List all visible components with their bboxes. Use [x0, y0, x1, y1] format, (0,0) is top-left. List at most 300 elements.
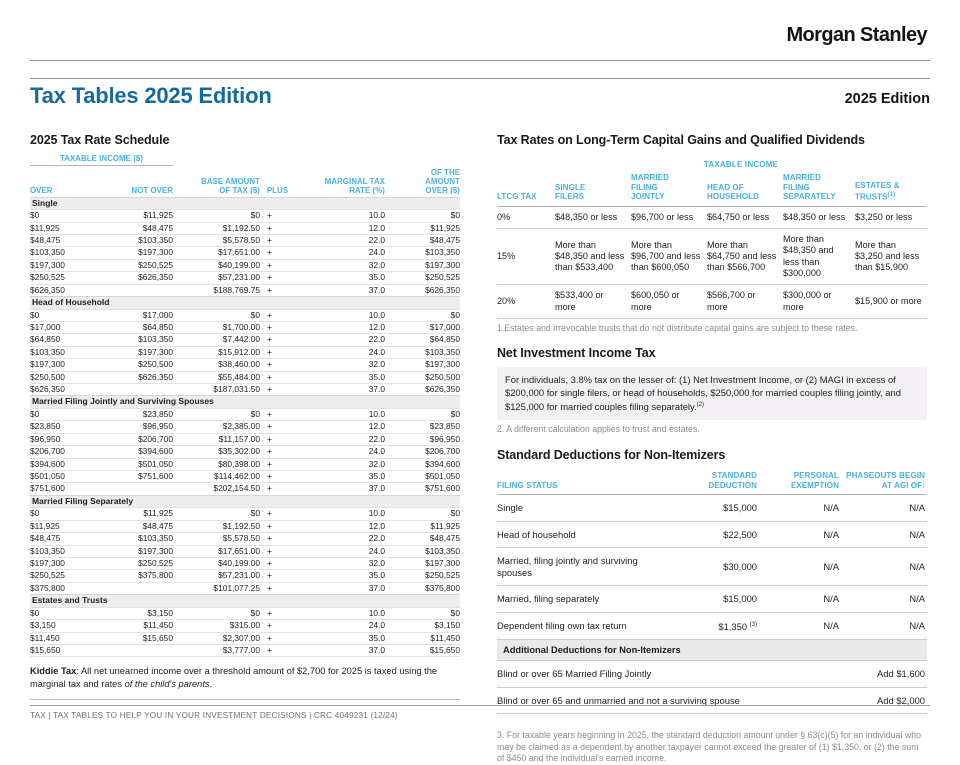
- ltcg-group-row: [497, 154, 927, 171]
- ltcg-cell: $96,700 or less: [631, 206, 707, 228]
- deduction-amount-cell: [665, 495, 757, 522]
- column-header-base-amount-text: BASE AMOUNT OF TAX ($): [201, 176, 260, 195]
- niit-footnote-marker: (2): [696, 401, 704, 408]
- rate-cell: $375,800: [102, 570, 173, 582]
- rate-cell: $197,300: [30, 259, 102, 271]
- rate-cell: $64,850: [102, 321, 173, 333]
- deduction-exemption-cell: N/A: [757, 612, 839, 640]
- rate-cell: $64,850: [30, 334, 102, 346]
- deduction-status-cell: Married, filing separately: [497, 586, 665, 613]
- rate-cell: $394,600: [102, 446, 173, 458]
- content-columns: [30, 133, 927, 765]
- rate-cell: $187,031.50: [173, 383, 260, 395]
- rate-cell: $5,578.50: [173, 533, 260, 545]
- rate-cell: 10.0: [300, 607, 385, 619]
- rate-cell: $250,525: [30, 272, 102, 284]
- rate-cell: 32.0: [300, 259, 385, 271]
- deduction-exemption-cell: N/A: [757, 521, 839, 548]
- rate-cell: $250,525: [30, 570, 102, 582]
- rate-cell: 10.0: [300, 210, 385, 222]
- deduction-amount-cell: [665, 586, 757, 613]
- rate-cell: $15,650: [30, 645, 102, 657]
- rate-cell: $197,300: [102, 545, 173, 557]
- rate-cell: [102, 582, 173, 594]
- rate-row: [30, 371, 460, 383]
- rate-row: [30, 471, 460, 483]
- rate-cell: $375,800: [30, 582, 102, 594]
- rate-cell: $103,350: [102, 334, 173, 346]
- left-column: [30, 133, 460, 765]
- deduction-row: [497, 495, 927, 522]
- rate-cell: $48,475: [30, 533, 102, 545]
- rate-cell: $103,350: [102, 533, 173, 545]
- ltcg-cell: $566,700 or more: [707, 285, 783, 319]
- rate-cell: +: [260, 446, 300, 458]
- rate-cell: +: [260, 371, 300, 383]
- rate-cell: $0: [173, 607, 260, 619]
- deduction-phaseout-cell: N/A: [839, 586, 927, 613]
- rate-cell: $3,150: [30, 620, 102, 632]
- rate-cell: $0: [173, 508, 260, 520]
- rate-cell: +: [260, 247, 300, 259]
- rate-cell: $0: [30, 210, 102, 222]
- rate-cell: $11,925: [30, 520, 102, 532]
- rate-cell: $114,462.00: [173, 471, 260, 483]
- deductions-column-header-personal: [757, 469, 839, 495]
- rate-cell: $5,578.50: [173, 234, 260, 246]
- rate-cell: $0: [385, 508, 460, 520]
- additional-deduction-label: Blind or over 65 and unmarried and not a surviving spouse: [497, 687, 839, 714]
- ltcg-row: [497, 206, 927, 228]
- rate-cell: $626,350: [102, 272, 173, 284]
- rate-cell: +: [260, 408, 300, 420]
- additional-deduction-row: [497, 661, 927, 688]
- rate-cell: $315.00: [173, 620, 260, 632]
- rate-cell: +: [260, 272, 300, 284]
- rate-cell: $57,231.00: [173, 272, 260, 284]
- column-header-amount-over-text: OF THE AMOUNT OVER ($): [425, 167, 460, 195]
- title-bar: [30, 83, 930, 109]
- rate-cell: $17,651.00: [173, 545, 260, 557]
- rate-cell: +: [260, 346, 300, 358]
- rate-cell: $188,769.75: [173, 284, 260, 296]
- rate-schedule-tbody: [30, 197, 460, 657]
- rate-row: [30, 446, 460, 458]
- deduction-exemption-cell: N/A: [757, 495, 839, 522]
- rate-cell: +: [260, 321, 300, 333]
- rate-cell: $0: [385, 309, 460, 321]
- rate-cell: $3,150: [102, 607, 173, 619]
- taxable-income-group-row: [30, 154, 460, 166]
- rate-cell: $1,700.00: [173, 321, 260, 333]
- column-header-over: OVER: [30, 185, 53, 195]
- rate-cell: $0: [385, 210, 460, 222]
- rate-cell: $96,950: [30, 433, 102, 445]
- rate-cell: $11,925: [102, 210, 173, 222]
- morgan-stanley-logo: Morgan Stanley: [786, 24, 927, 46]
- rate-cell: $250,500: [102, 359, 173, 371]
- deductions-column-header-personal-text: PERSONAL EXEMPTION: [790, 470, 839, 490]
- ltcg-cell: $64,750 or less: [707, 206, 783, 228]
- section-header-row: [30, 396, 460, 409]
- rate-cell: 22.0: [300, 433, 385, 445]
- column-header-plus: PLUS: [267, 185, 289, 195]
- kiddie-tax-text: : All net unearned income over a threshold amount of $2,700 for 2025 is taxed using the marginal tax and rates: [30, 666, 438, 690]
- rate-cell: 37.0: [300, 645, 385, 657]
- ltcg-cell: $48,350 or less: [555, 206, 631, 228]
- rate-cell: 35.0: [300, 570, 385, 582]
- rate-cell: $103,350: [30, 346, 102, 358]
- rate-cell: +: [260, 508, 300, 520]
- deduction-phaseout-cell: N/A: [839, 495, 927, 522]
- rate-row: [30, 458, 460, 470]
- rate-cell: $197,300: [385, 359, 460, 371]
- ltcg-column-header-single-text: SINGLE FILERS: [555, 182, 586, 202]
- kiddie-tax-italic: of the child's parents: [124, 679, 210, 690]
- rate-cell: 32.0: [300, 359, 385, 371]
- ltcg-footnote-marker: (1): [887, 191, 896, 198]
- rate-cell: $17,651.00: [173, 247, 260, 259]
- kiddie-tax-note: [30, 660, 460, 700]
- niit-title: Net Investment Income Tax: [497, 345, 656, 360]
- ltcg-row: [497, 285, 927, 319]
- rate-cell: 24.0: [300, 545, 385, 557]
- rate-cell: $250,500: [30, 371, 102, 383]
- ltcg-estates-label: ESTATES & TRUSTS: [855, 180, 900, 202]
- rate-row: [30, 582, 460, 594]
- rate-cell: 32.0: [300, 558, 385, 570]
- ltcg-cell: $3,250 or less: [855, 206, 927, 228]
- rate-cell: $626,350: [102, 371, 173, 383]
- rate-row: [30, 508, 460, 520]
- rate-cell: $0: [385, 607, 460, 619]
- rate-cell: $197,300: [102, 346, 173, 358]
- rate-row: [30, 284, 460, 296]
- rate-row: [30, 234, 460, 246]
- footnote-2: 2. A different calculation applies to trust and estates.: [497, 423, 700, 434]
- rate-cell: $23,850: [102, 408, 173, 420]
- rate-cell: $96,950: [385, 433, 460, 445]
- rate-row: [30, 483, 460, 495]
- ltcg-taxable-income-header: TAXABLE INCOME: [703, 160, 779, 169]
- ltcg-cell: 20%: [497, 285, 555, 319]
- deduction-status-cell: Single: [497, 495, 665, 522]
- rate-cell: +: [260, 421, 300, 433]
- rate-cell: +: [260, 210, 300, 222]
- rate-cell: $0: [173, 210, 260, 222]
- rate-cell: +: [260, 222, 300, 234]
- deduction-amount-text: $1,350: [718, 620, 748, 632]
- rate-cell: 37.0: [300, 284, 385, 296]
- rate-cell: $197,300: [385, 259, 460, 271]
- ltcg-tbody: [497, 206, 927, 318]
- rate-cell: $250,500: [385, 371, 460, 383]
- footnote-3: 3. For taxable years beginning in 2025, the standard deduction amount under § 63(c)(5) for an individual who may be claimed as a dependent by another taxpayer cannot exceed the greater of (1) $1,350, or (2) the sum of $450 and the individual's earned income.: [497, 730, 921, 764]
- rate-cell: +: [260, 645, 300, 657]
- rate-cell: +: [260, 309, 300, 321]
- rate-cell: $11,450: [102, 620, 173, 632]
- rate-cell: $206,700: [102, 433, 173, 445]
- rate-schedule-table: [30, 154, 460, 657]
- rate-cell: $103,350: [385, 247, 460, 259]
- deduction-footnote-marker: (3): [749, 621, 757, 628]
- deduction-amount-cell: [665, 548, 757, 586]
- rate-cell: [102, 645, 173, 657]
- niit-box: [497, 367, 927, 420]
- rate-cell: $7,442.00: [173, 334, 260, 346]
- rate-cell: $15,650: [102, 632, 173, 644]
- rate-cell: $501,050: [385, 471, 460, 483]
- rate-cell: $751,600: [385, 483, 460, 495]
- section-title: Estates and Trusts: [30, 595, 460, 608]
- rate-cell: $48,475: [385, 234, 460, 246]
- rate-cell: 22.0: [300, 334, 385, 346]
- rate-cell: $3,777.00: [173, 645, 260, 657]
- rate-cell: +: [260, 520, 300, 532]
- rate-row: [30, 533, 460, 545]
- deductions-column-header-standard: [665, 469, 757, 495]
- rate-schedule-header-row: [30, 166, 460, 198]
- rate-row: [30, 433, 460, 445]
- rate-cell: 37.0: [300, 483, 385, 495]
- ltcg-column-header-single: [555, 171, 631, 206]
- ltcg-column-header-hoh: [707, 171, 783, 206]
- additional-deductions-tbody: [497, 640, 927, 714]
- rate-cell: $48,475: [102, 520, 173, 532]
- rate-cell: $48,475: [102, 222, 173, 234]
- rate-row: [30, 607, 460, 619]
- rate-row: [30, 383, 460, 395]
- rate-cell: $48,475: [30, 234, 102, 246]
- header-rule-bottom: [30, 78, 930, 79]
- deductions-header-row: [497, 469, 927, 495]
- rate-cell: $64,850: [385, 334, 460, 346]
- rate-cell: $17,000: [385, 321, 460, 333]
- rate-cell: $394,600: [385, 458, 460, 470]
- ltcg-column-header-mfj-text: MARRIED FILING JOINTLY: [631, 173, 670, 202]
- ltcg-row: [497, 229, 927, 285]
- ltcg-column-header-tax: LTCG TAX: [497, 171, 555, 206]
- rate-row: [30, 570, 460, 582]
- rate-cell: 12.0: [300, 421, 385, 433]
- section-title: Married Filing Separately: [30, 495, 460, 508]
- ltcg-cell: 0%: [497, 206, 555, 228]
- deduction-amount-text: $15,000: [723, 502, 757, 514]
- deduction-amount-text: $22,500: [723, 528, 757, 540]
- rate-cell: 10.0: [300, 508, 385, 520]
- rate-cell: $23,850: [385, 421, 460, 433]
- deductions-column-header-standard-text: STANDARD DEDUCTION: [708, 470, 757, 490]
- rate-cell: $0: [30, 508, 102, 520]
- rate-row: [30, 558, 460, 570]
- rate-cell: $206,700: [30, 446, 102, 458]
- rate-cell: $11,925: [102, 508, 173, 520]
- rate-cell: 22.0: [300, 533, 385, 545]
- ltcg-column-header-estates-text: [855, 181, 915, 202]
- rate-cell: +: [260, 433, 300, 445]
- rate-cell: +: [260, 558, 300, 570]
- deduction-row: [497, 521, 927, 548]
- rate-cell: 37.0: [300, 383, 385, 395]
- taxable-income-group-header: TAXABLE INCOME ($): [30, 154, 173, 166]
- column-header-not-over: NOT OVER: [131, 185, 173, 195]
- rate-cell: $0: [30, 309, 102, 321]
- column-header-amount-over: [385, 166, 460, 198]
- rate-cell: $57,231.00: [173, 570, 260, 582]
- section-title: Married Filing Jointly and Surviving Spouses: [30, 396, 460, 409]
- ltcg-cell: $533,400 or more: [555, 285, 631, 319]
- rate-cell: +: [260, 284, 300, 296]
- section-title: Head of Household: [30, 296, 460, 309]
- rate-cell: [102, 284, 173, 296]
- rate-cell: +: [260, 632, 300, 644]
- rate-row: [30, 272, 460, 284]
- rate-cell: 12.0: [300, 321, 385, 333]
- edition-label: 2025 Edition: [844, 91, 930, 107]
- deductions-tbody: [497, 495, 927, 640]
- rate-cell: $103,350: [385, 346, 460, 358]
- deduction-row: [497, 548, 927, 586]
- deduction-phaseout-cell: N/A: [839, 548, 927, 586]
- footer-text: TAX | TAX TABLES TO HELP YOU IN YOUR INVESTMENT DECISIONS | CRC 4049231 (12/24): [30, 711, 398, 720]
- ltcg-group-spacer: [497, 154, 555, 171]
- rate-cell: $48,475: [385, 533, 460, 545]
- right-column: [497, 133, 927, 765]
- rate-row: [30, 645, 460, 657]
- section-title: Single: [30, 197, 460, 210]
- rate-cell: $80,398.00: [173, 458, 260, 470]
- ltcg-cell: More than $64,750 and less than $566,700: [707, 229, 783, 285]
- rate-cell: $250,525: [385, 570, 460, 582]
- ltcg-cell: $15,900 or more: [855, 285, 927, 319]
- additional-deductions-header-row: [497, 640, 927, 661]
- deductions-column-header-status: FILING STATUS: [497, 469, 665, 495]
- rate-row: [30, 346, 460, 358]
- rate-cell: 24.0: [300, 620, 385, 632]
- rate-cell: 24.0: [300, 446, 385, 458]
- ltcg-column-header-hoh-text: HEAD OF HOUSEHOLD: [707, 182, 760, 202]
- rate-cell: +: [260, 582, 300, 594]
- section-header-row: [30, 296, 460, 309]
- rate-cell: $0: [30, 408, 102, 420]
- rate-cell: $11,157.00: [173, 433, 260, 445]
- additional-deduction-label: Blind or over 65 Married Filing Jointly: [497, 661, 839, 688]
- rate-row: [30, 520, 460, 532]
- rate-cell: 35.0: [300, 272, 385, 284]
- niit-body-text: For individuals, 3.8% tax on the lesser of: (1) Net Investment Income, or (2) MAGI in excess of $200,000 for single filers, or head of households, $250,000 for married couples filing jointly, and $125,000 for married couples filing separately.: [505, 373, 901, 412]
- rate-cell: $35,302.00: [173, 446, 260, 458]
- rate-cell: 32.0: [300, 458, 385, 470]
- additional-deduction-value: Add $2,000: [839, 687, 927, 714]
- ltcg-cell: 15%: [497, 229, 555, 285]
- rate-cell: +: [260, 334, 300, 346]
- rate-cell: $3,150: [385, 620, 460, 632]
- kiddie-tax-suffix: .: [209, 679, 213, 690]
- rate-cell: 24.0: [300, 346, 385, 358]
- rate-cell: $626,350: [385, 284, 460, 296]
- rate-cell: $394,600: [30, 458, 102, 470]
- rate-cell: $17,000: [30, 321, 102, 333]
- rate-cell: $17,000: [102, 309, 173, 321]
- deduction-phaseout-cell: N/A: [839, 612, 927, 640]
- group-header-spacer: [173, 154, 460, 166]
- rate-cell: +: [260, 570, 300, 582]
- section-header-row: [30, 197, 460, 210]
- rate-cell: $103,350: [30, 247, 102, 259]
- rate-cell: +: [260, 359, 300, 371]
- rate-cell: $103,350: [385, 545, 460, 557]
- ltcg-column-header-mfs: [783, 171, 855, 206]
- rate-cell: $11,925: [385, 520, 460, 532]
- rate-cell: $55,484.00: [173, 371, 260, 383]
- rate-cell: $501,050: [30, 471, 102, 483]
- rate-cell: $0: [30, 607, 102, 619]
- rate-cell: +: [260, 607, 300, 619]
- rate-cell: $23,850: [30, 421, 102, 433]
- rate-cell: 24.0: [300, 247, 385, 259]
- rate-cell: $250,525: [385, 272, 460, 284]
- kiddie-tax-label: Kiddie Tax: [30, 666, 77, 677]
- rate-cell: +: [260, 458, 300, 470]
- deductions-title: Standard Deductions for Non-Itemizers: [497, 447, 726, 462]
- rate-cell: 22.0: [300, 234, 385, 246]
- page-title: Tax Tables 2025 Edition: [30, 83, 272, 108]
- rate-cell: $751,600: [30, 483, 102, 495]
- rate-cell: $197,300: [30, 359, 102, 371]
- rate-row: [30, 421, 460, 433]
- rate-cell: $1,192.50: [173, 222, 260, 234]
- ltcg-header-row: [497, 171, 927, 206]
- ltcg-cell: $48,350 or less: [783, 206, 855, 228]
- rate-cell: $15,912.00: [173, 346, 260, 358]
- rate-cell: +: [260, 545, 300, 557]
- rate-row: [30, 408, 460, 420]
- deduction-status-cell: Married, filing jointly and surviving spouses: [497, 548, 665, 586]
- rate-cell: $15,650: [385, 645, 460, 657]
- rate-row: [30, 321, 460, 333]
- rate-cell: $0: [173, 309, 260, 321]
- deduction-row: [497, 586, 927, 613]
- rate-cell: $103,350: [30, 545, 102, 557]
- rate-cell: +: [260, 620, 300, 632]
- rate-cell: $202,154.50: [173, 483, 260, 495]
- rate-cell: $197,300: [102, 247, 173, 259]
- rate-cell: $11,925: [30, 222, 102, 234]
- rate-row: [30, 632, 460, 644]
- rate-cell: $197,300: [30, 558, 102, 570]
- rate-cell: $751,600: [102, 471, 173, 483]
- rate-row: [30, 545, 460, 557]
- ltcg-cell: More than $3,250 and less than $15,900: [855, 229, 927, 285]
- rate-row: [30, 247, 460, 259]
- rate-row: [30, 210, 460, 222]
- deduction-amount-text: $15,000: [723, 593, 757, 605]
- ltcg-title: Tax Rates on Long-Term Capital Gains and Qualified Dividends: [497, 133, 865, 147]
- rate-cell: 10.0: [300, 408, 385, 420]
- section-header-row: [30, 495, 460, 508]
- rate-cell: $250,525: [102, 259, 173, 271]
- rate-cell: $206,700: [385, 446, 460, 458]
- rate-cell: $11,450: [30, 632, 102, 644]
- rate-cell: $0: [385, 408, 460, 420]
- footer-rule: [30, 705, 930, 706]
- rate-cell: +: [260, 483, 300, 495]
- ltcg-column-header-mfj: [631, 171, 707, 206]
- rate-cell: 12.0: [300, 222, 385, 234]
- rate-row: [30, 259, 460, 271]
- rate-cell: 35.0: [300, 371, 385, 383]
- column-header-base-amount: [173, 166, 260, 198]
